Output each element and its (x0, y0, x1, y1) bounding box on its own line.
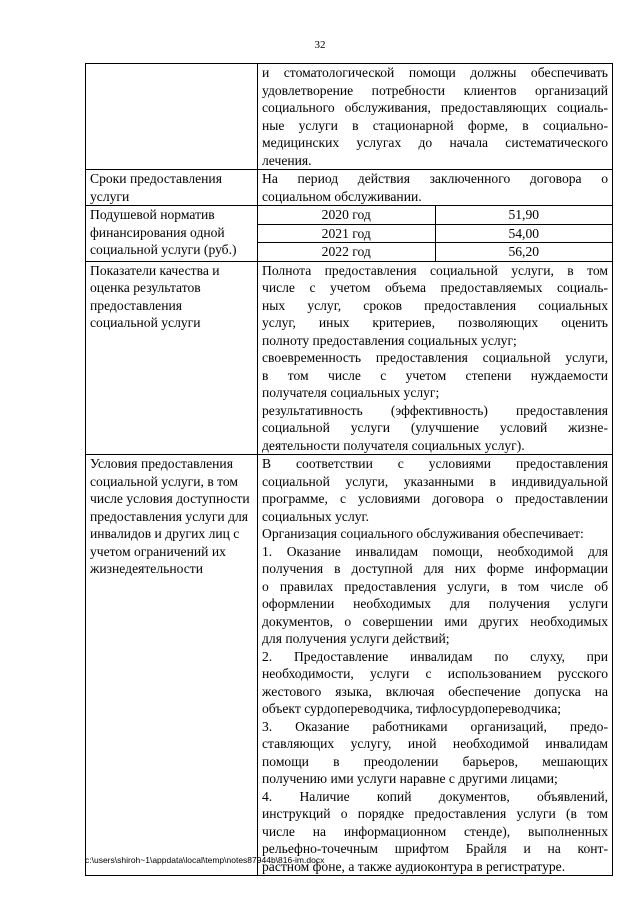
text-line: 4. Наличие копий документов, объявлений, (262, 788, 608, 804)
text-line: 2. Предоставление инвалидам по слуху, при (262, 648, 608, 664)
norm-label: Подушевой норматив финансирования одной социальной услуги (руб.) (86, 206, 258, 262)
text-line: медицинских услугах до начала систематического (262, 135, 608, 150)
text-line: числе на информационном стенде), выполненных (262, 823, 608, 839)
text-line: получателя социальных услуг; (262, 385, 440, 400)
table-row (86, 170, 613, 206)
conditions-label: Условия предоставления социальной услуги, в том числе условия доступности предоставления услуги для инвалидов и других лиц с учетом ограничений их жизнедеятельности (86, 455, 258, 876)
norm-value: 54,00 (435, 224, 612, 243)
text-line: ставляющих услугу, иной необходимой инвалидам (262, 736, 608, 751)
text-line: социальной услуги, указанными в индивидуальной (262, 473, 608, 489)
text-line: оформлении необходимых для получения услуги (262, 596, 608, 611)
text-line: Полнота предоставления социальной услуги, в том (262, 262, 608, 278)
norm-value: 51,90 (435, 206, 612, 224)
quality-text (258, 261, 613, 455)
continuation-cell (258, 64, 613, 170)
text-line: документов, о совершении ими других необходимых (262, 613, 608, 629)
text-line: 3. Оказание работниками организаций, предо- (262, 718, 608, 734)
text-line: получения в доступной для них форме информации (262, 561, 608, 576)
text-line: своевременность предоставления социальной услуги, (262, 350, 608, 365)
service-standard-table (85, 63, 613, 876)
text-line: деятельности получателя социальных услуг). (262, 437, 525, 453)
text-line: числе с учетом объема предоставляемых социаль- (262, 280, 608, 295)
text-line: получению ими услуги наравне с другими лицами; (262, 771, 558, 786)
text-line: необходимости, услуги с использованием русского (262, 666, 608, 681)
text-line: удовлетворение потребности клиентов организаций (262, 82, 608, 98)
table-row (86, 64, 613, 170)
text-line: услуг, иных критериев, позволяющих оценить (262, 315, 608, 330)
text-line: о правилах предоставления услуги, в том числе об (262, 578, 608, 594)
text-line: 1. Оказание инвалидам помощи, необходимой для (262, 543, 608, 559)
text-line: социальном обслуживании. (262, 188, 422, 204)
text-line: помощи в преодолении барьеров, мешающих (262, 753, 608, 769)
text-line: жестового языка, включая обеспечение допуска на (262, 683, 608, 699)
text-line: и стоматологической помощи должны обеспечивать (262, 65, 608, 80)
norm-values-cell (258, 206, 613, 262)
text-line: Организация социального обслуживания обеспечивает: (262, 526, 584, 541)
text-line: объект сурдопереводчика, тифлосурдопереводчика; (262, 701, 562, 716)
text-line: ные услуги в стационарной форме, в социально- (262, 117, 608, 133)
empty-label-cell (86, 64, 258, 170)
text-line: социальных услуг. (262, 508, 369, 524)
text-line: ных услуг, сроков предоставления социальных (262, 297, 608, 313)
norm-year: 2021 год (258, 224, 435, 243)
norm-row (258, 206, 612, 224)
text-line: растном фоне, а также аудиоконтура в регистратуре. (262, 858, 566, 874)
terms-label: Сроки предоставления услуги (86, 170, 258, 206)
file-path-footer: c:\users\shiroh~1\appdata\local\temp\notes87944b\816-im.docx (85, 855, 325, 865)
text-line: рельефно-точечным шрифтом Брайля и на конт- (262, 841, 608, 856)
text-line: полноту предоставления социальных услуг; (262, 332, 517, 348)
conditions-text (258, 455, 613, 876)
text-line: в том числе с учетом степени нуждаемости (262, 367, 608, 383)
table-row (86, 455, 613, 876)
norm-row (258, 243, 612, 261)
text-line: результативность (эффективность) предоставления (262, 402, 608, 418)
text-line: для получения услуги действий; (262, 631, 450, 646)
norm-value: 56,20 (508, 244, 540, 259)
norm-subtable (258, 206, 612, 261)
quality-label: Показатели качества и оценка результатов предоставления социальной услуги (86, 261, 258, 455)
text-line: программе, с условиями договора о предоставлении (262, 491, 608, 506)
table-row (86, 261, 613, 455)
text-line: лечения. (262, 152, 312, 168)
text-line: На период действия заключенного договора о (262, 171, 608, 186)
text-line: инструкций о порядке предоставления услуги (в том (262, 806, 608, 821)
text-line: В соответствии с условиями предоставления (262, 456, 608, 471)
norm-year: 2020 год (258, 206, 435, 224)
page-number: 32 (314, 39, 326, 51)
text-line: социальной услуги (улучшение условий жизне- (262, 420, 608, 435)
table-row (86, 206, 613, 262)
norm-year: 2022 год (258, 243, 435, 261)
norm-row (258, 224, 612, 243)
text-line: социального обслуживания, предоставляющих социаль- (262, 100, 608, 115)
terms-text (258, 170, 613, 206)
